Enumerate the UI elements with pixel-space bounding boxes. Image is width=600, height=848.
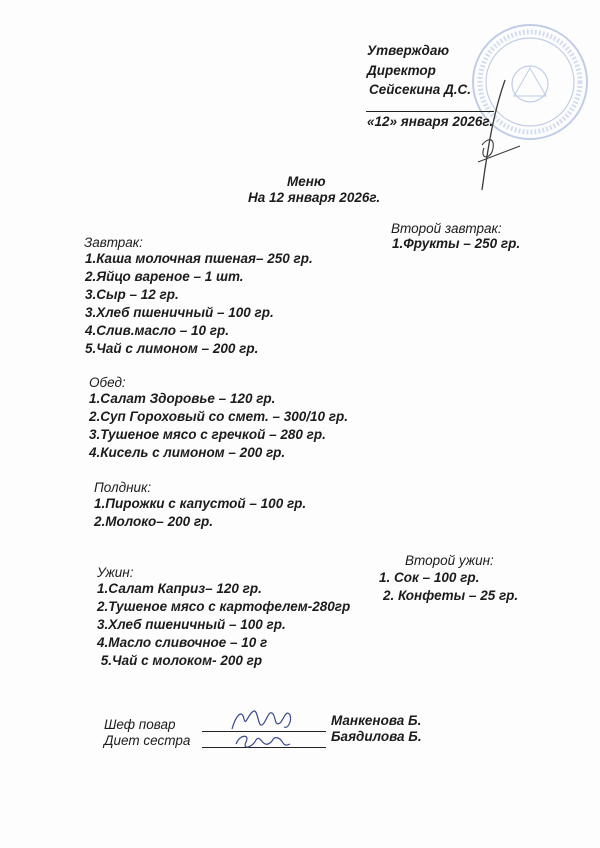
lunch-list <box>89 390 348 462</box>
snack-list <box>94 495 306 531</box>
director-signature-icon <box>470 80 530 190</box>
list-item: 1.Салат Каприз– 120 гр. <box>97 581 262 596</box>
second-dinner-list <box>379 569 518 605</box>
director-title: Директор <box>367 63 436 78</box>
list-item: 3.Хлеб пшеничный – 100 гр. <box>97 617 286 632</box>
approval-signature-line <box>366 111 494 112</box>
list-item: 5.Чай с молоком- 200 гр <box>97 653 263 668</box>
list-item: 3.Сыр – 12 гр. <box>85 287 179 302</box>
list-item: 1.Каша молочная пшеная– 250 гр. <box>85 251 313 266</box>
chef-role: Шеф повар <box>104 717 176 732</box>
list-item: 1.Пирожки с капустой – 100 гр. <box>94 496 307 511</box>
list-item: 4.Кисель с лимоном – 200 гр. <box>89 445 286 460</box>
approval-date: «12» января 2026г. <box>367 114 494 129</box>
list-item: 1.Салат Здоровье – 120 гр. <box>89 391 276 406</box>
page-title: Меню <box>287 174 326 189</box>
list-item: 2.Молоко– 200 гр. <box>94 514 214 529</box>
list-item: 2.Тушеное мясо с картофелем-280гр <box>97 599 351 614</box>
second-breakfast-list <box>392 235 520 253</box>
list-item: 4.Масло сливочное – 10 г <box>97 635 268 650</box>
list-item: 2.Яйцо вареное – 1 шт. <box>85 269 244 284</box>
breakfast-list <box>85 250 313 358</box>
list-item: 3.Хлеб пшеничный – 100 гр. <box>85 305 274 320</box>
chef-name: Манкенова Б. <box>331 713 422 728</box>
snack-heading: Полдник: <box>94 480 152 495</box>
dinner-list <box>97 580 350 670</box>
list-item: 2.Суп Гороховый со смет. – 300/10 гр. <box>89 409 348 424</box>
dietitian-signature-icon <box>230 730 310 754</box>
second-breakfast-heading: Второй завтрак: <box>391 221 502 236</box>
dinner-heading: Ужин: <box>97 565 134 580</box>
dietitian-role: Диет сестра <box>104 733 191 748</box>
dietitian-name: Баядилова Б. <box>331 729 422 744</box>
director-name: Сейсекина Д.С. <box>369 82 472 97</box>
breakfast-heading: Завтрак: <box>84 235 143 250</box>
list-item: 3.Тушеное мясо с гречкой – 280 гр. <box>89 427 326 442</box>
page-subtitle: На 12 января 2026г. <box>248 190 381 205</box>
list-item: 5.Чай с лимоном – 200 гр. <box>85 341 259 356</box>
list-item: 1.Фрукты – 250 гр. <box>392 236 521 251</box>
second-dinner-heading: Второй ужин: <box>405 553 494 568</box>
approval-label: Утверждаю <box>367 43 450 58</box>
lunch-heading: Обед: <box>89 375 126 390</box>
list-item: 2. Конфеты – 25 гр. <box>383 588 519 603</box>
list-item: 1. Сок – 100 гр. <box>379 570 480 585</box>
list-item: 4.Слив.масло – 10 гр. <box>85 323 230 338</box>
